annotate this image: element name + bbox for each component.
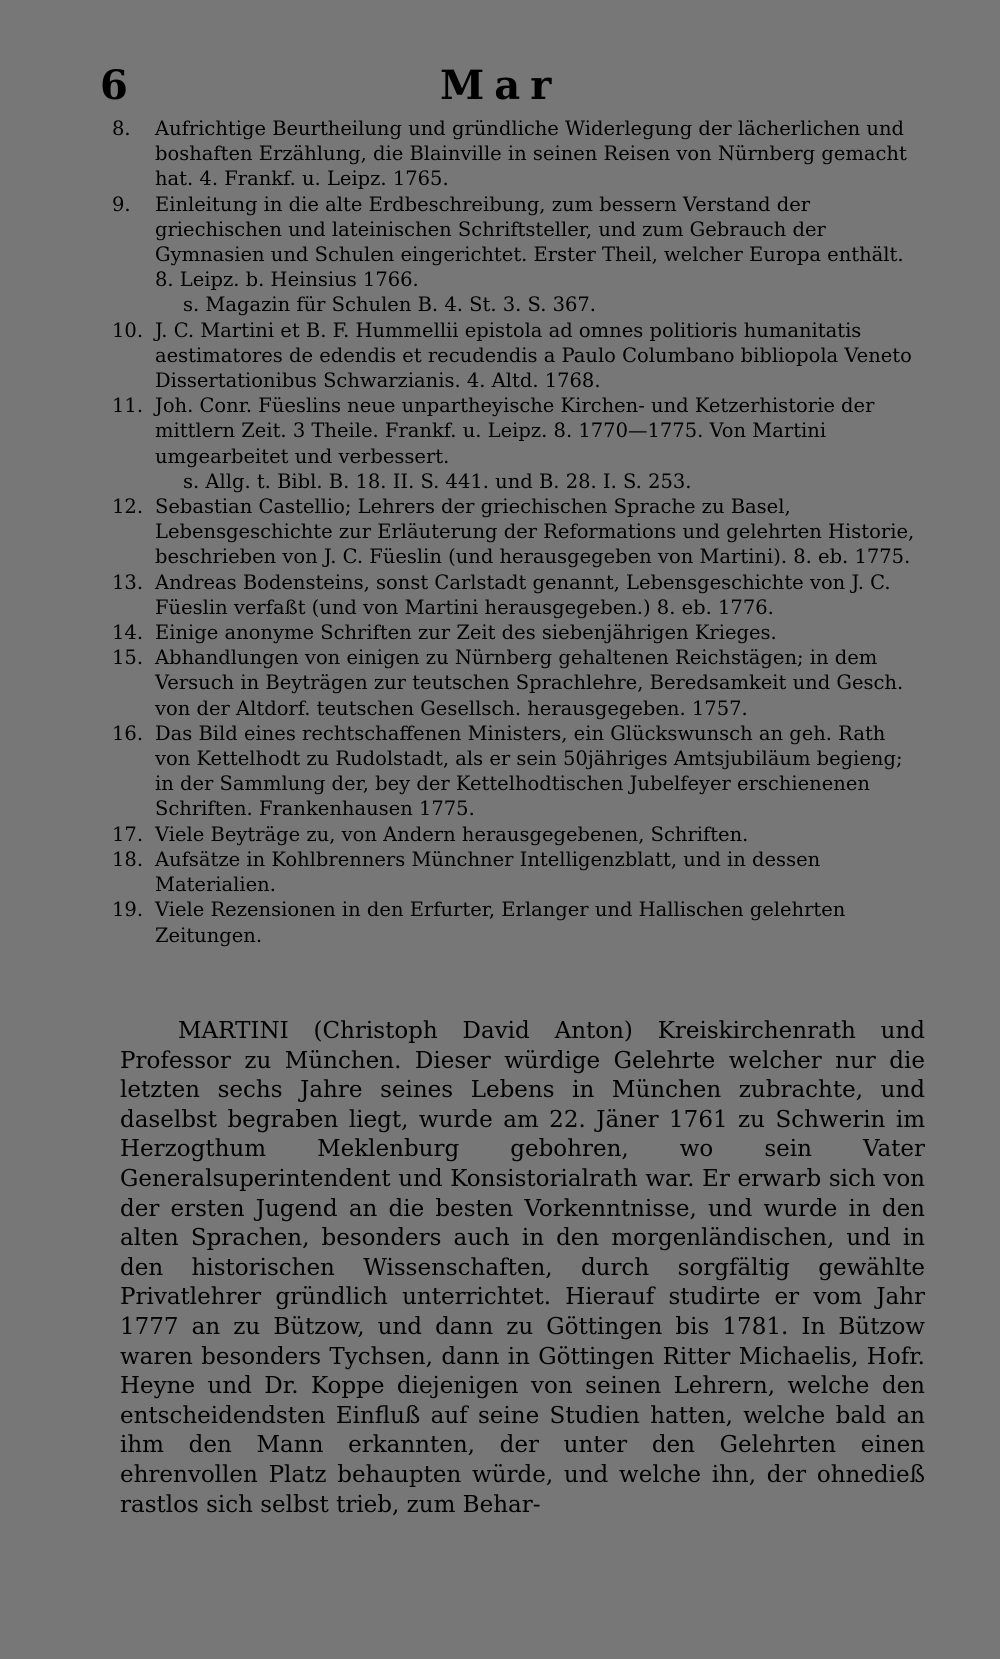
bibliography-entry-15 [100, 645, 918, 721]
bibliography-reference-note [100, 469, 918, 494]
page-header [100, 62, 920, 112]
bibliography-entry-17 [100, 822, 918, 847]
entry-number: 14. [112, 621, 144, 645]
entry-text: Viele Beyträge zu, von Andern herausgegebenen, Schriften. [155, 822, 749, 846]
entry-number: 16. [112, 721, 144, 745]
bibliography-entry-8 [100, 116, 918, 192]
biography-paragraph: MARTINI (Christoph David Anton) Kreiskirchenrath und Professor zu München. Dieser würdige Gelehrte welcher nur die letzten sechs Jahre seines Lebens in München zubrachte, und daselbst begraben liegt, wurde am 22. Jäner 1761 zu Schwerin im Herzogthum Meklenburg gebohren, wo sein Vater Generalsuperintendent und Konsistorialrath war. Er erwarb sich von der ersten Jugend an die besten Vorkenntnisse, und wurde in den alten Sprachen, besonders auch in den morgenländischen, und in den historischen Wissenschaften, durch sorgfältig gewählte Privatlehrer gründlich unterrichtet. Hierauf studirte er vom Jahr 1777 an zu Bützow, und dann zu Göttingen bis 1781. In Bützow waren besonders Tychsen, dann in Göttingen Ritter Michaelis, Hofr. Heyne und Dr. Koppe diejenigen von seinen Lehrern, welche den entscheidendsten Einfluß auf seine Studien hatten, welche bald an ihm den Mann erkannten, der unter den Gelehrten einen ehrenvollen Platz behaupten würde, und welche ihn, der ohnedieß rastlos sich selbst trieb, zum Behar- [120, 1018, 925, 1518]
entry-text: Andreas Bodensteins, sonst Carlstadt genannt, Lebensgeschichte von J. C. Füeslin verfaßt (und von Martini herausgegeben.) 8. eb. 1776. [155, 570, 891, 619]
entry-text: Abhandlungen von einigen zu Nürnberg gehaltenen Reichstägen; in dem Versuch in Beyträgen zur teutschen Sprachlehre, Beredsamkeit und Gesch. von der Altdorf. teutschen Gesellsch. herausgegeben. 1757. [155, 646, 904, 720]
entry-number: 13. [112, 570, 144, 594]
entry-number: 9. [112, 192, 131, 216]
bibliography-entry-13 [100, 570, 918, 620]
entry-text: Einige anonyme Schriften zur Zeit des siebenjährigen Krieges. [155, 621, 777, 645]
entry-text: Viele Rezensionen in den Erfurter, Erlanger und Hallischen gelehrten Zeitungen. [155, 898, 846, 947]
bibliography-entry-19 [100, 897, 918, 947]
entry-text: Sebastian Castellio; Lehrers der griechischen Sprache zu Basel, Lebensgeschichte zur Erläuterung der Reformations und gelehrten Historie, beschrieben von J. C. Füeslin (und herausgegeben von Martini). 8. eb. 1775. [155, 495, 915, 569]
entry-text: s. Magazin für Schulen B. 4. St. 3. S. 367. [183, 293, 597, 317]
bibliography-entry-10 [100, 318, 918, 394]
bibliography-reference-note [100, 292, 918, 317]
entry-number: 15. [112, 646, 144, 670]
bibliography-list [100, 116, 918, 948]
entry-text: Aufrichtige Beurtheilung und gründliche Widerlegung der lächerlichen und boshaften Erzählung, die Blainville in seinen Reisen von Nürnberg gemacht hat. 4. Frankf. u. Leipz. 1765. [155, 117, 907, 191]
entry-text: Joh. Conr. Füeslins neue unpartheyische Kirchen- und Ketzerhistorie der mittlern Zeit. 3 Theile. Frankf. u. Leipz. 8. 1770—1775. Von Martini umgearbeitet und verbessert. [155, 394, 875, 468]
bibliography-entry-11 [100, 393, 918, 469]
bibliography-entry-9 [100, 192, 918, 293]
entry-number: 18. [112, 847, 144, 871]
bibliography-entry-18 [100, 847, 918, 897]
bibliography-entry-12 [100, 494, 918, 570]
entry-text: J. C. Martini et B. F. Hummellii epistola ad omnes politioris humanitatis aestimatores de edendis et recudendis a Paulo Columbano bibliopola Veneto Dissertationibus Schwarzianis. 4. Altd. 1768. [155, 318, 912, 393]
entry-number: 19. [112, 898, 144, 922]
bibliography-entry-16 [100, 721, 918, 822]
biography-section [120, 1017, 925, 1520]
entry-text: Das Bild eines rechtschaffenen Ministers, ein Glückswunsch an geh. Rath von Kettelhodt zu Rudolstadt, als er sein 50jähriges Amtsjubiläum begieng; in der Sammlung der, bey der Kettelhodtischen Jubelfeyer erschienenen Schriften. Frankenhausen 1775. [155, 721, 903, 821]
entry-number: 11. [112, 394, 144, 418]
entry-number: 17. [112, 822, 144, 846]
running-head: Mar [440, 62, 562, 109]
entry-number: 12. [112, 495, 144, 519]
entry-text: s. Allg. t. Bibl. B. 18. II. S. 441. und B. 28. I. S. 253. [183, 469, 692, 493]
entry-text: Aufsätze in Kohlbrenners Münchner Intelligenzblatt, und in dessen Materialien. [155, 847, 821, 897]
entry-number: 8. [112, 117, 131, 140]
entry-number: 10. [112, 318, 144, 342]
bibliography-entry-14 [100, 620, 918, 645]
entry-text: Einleitung in die alte Erdbeschreibung, zum bessern Verstand der griechischen und lateinischen Schriftsteller, und zum Gebrauch der Gymnasien und Schulen eingerichtet. Erster Theil, welcher Europa enthält. 8. Leipz. b. Heinsius 1766. [155, 192, 904, 292]
page-number: 6 [100, 62, 128, 109]
